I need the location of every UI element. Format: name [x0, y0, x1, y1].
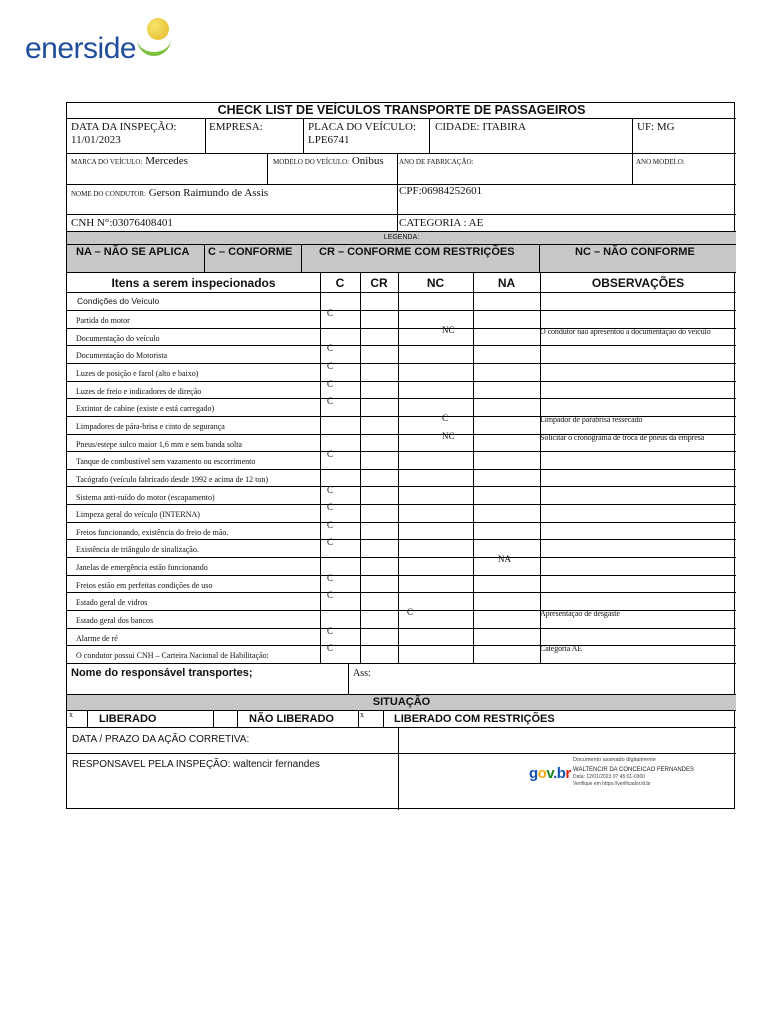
condutor-label: NOME DO CONDUTOR:: [71, 190, 146, 198]
row-item: Janelas de emergência estão funcionando: [76, 563, 208, 573]
placa-value[interactable]: LPE6741: [308, 134, 350, 146]
condutor-field: [71, 188, 268, 199]
table-row: [67, 398, 736, 416]
marca-label: MARCA DO VEÍCULO:: [71, 158, 143, 166]
row-mark-nc[interactable]: NC: [442, 324, 455, 335]
restricoes-mark[interactable]: x: [360, 710, 364, 719]
marca-field: [71, 156, 188, 167]
leaf-icon: [137, 28, 171, 56]
prazo-label: DATA / PRAZO DA AÇÃO CORRETIVA:: [72, 734, 250, 745]
row-mark-c[interactable]: C: [327, 625, 334, 636]
row-mark-c[interactable]: C: [327, 537, 334, 548]
row-mark-c[interactable]: C: [327, 643, 334, 654]
row-observation[interactable]: Solicitar o cronograma de troca de pneus da empresa: [540, 432, 705, 442]
row-item: Limpadores de pára-brisa e cinto de segurança: [76, 421, 225, 431]
row-item: Partida do motor: [76, 316, 130, 325]
row-mark-c[interactable]: C: [327, 308, 334, 318]
cidade-label: CIDADE: ITABIRA: [435, 121, 527, 133]
row-observation[interactable]: O condutor não apresentou a documentação do veículo: [540, 326, 711, 336]
row-mark-c[interactable]: C: [327, 590, 334, 601]
inspecao-label: RESPONSAVEL PELA INSPEÇÃO: waltencir fernandes: [72, 759, 320, 770]
row-mark-cr[interactable]: C: [407, 607, 414, 618]
row-item: Luzes de posição e farol (alto e baixo): [76, 368, 199, 378]
liberado-mark[interactable]: x: [69, 710, 73, 719]
govbr-line3: Data: 12/01/2023 07:45:01-0300: [573, 774, 646, 780]
govbr-logo: gov.br: [529, 765, 571, 782]
table-row: [67, 310, 736, 328]
checklist-form: [66, 102, 735, 809]
legend-c: C – CONFORME: [208, 246, 293, 258]
table-row: [67, 539, 736, 557]
row-mark-c[interactable]: C: [327, 396, 334, 407]
table-row: [67, 469, 736, 487]
row-observation[interactable]: Apresentação de desgaste: [540, 609, 620, 619]
modelo-field: [273, 156, 384, 167]
row-mark-c[interactable]: C: [327, 343, 334, 354]
row-item: Sistema anti-ruído do motor (escapamento): [76, 492, 215, 502]
govbr-signature: [529, 754, 729, 794]
row-item: Pneus/estepe sulco maior 1,6 mm e sem banda solta: [76, 439, 242, 449]
table-row: [67, 484, 736, 505]
table-row: [67, 592, 736, 610]
data-value[interactable]: 11/01/2023: [71, 134, 121, 146]
row-mark-nc[interactable]: NC: [442, 430, 455, 441]
liberado-label: LIBERADO: [99, 713, 157, 725]
row-mark-na[interactable]: NA: [498, 554, 511, 565]
table-row: [67, 378, 736, 399]
legenda-label: LEGENDA:: [383, 234, 420, 241]
nao-liberado-label: NÃO LIBERADO: [249, 713, 334, 725]
cpf-value[interactable]: CPF:06984252601: [399, 185, 483, 197]
cnh-value[interactable]: CNH N°:03076408401: [71, 217, 173, 229]
row-mark-c[interactable]: C: [327, 484, 334, 495]
legend-na: NA – NÃO SE APLICA: [76, 246, 190, 258]
table-row: [67, 451, 736, 469]
condutor-value[interactable]: Gerson Raimundo de Assis: [148, 187, 269, 199]
govbr-line2: WALTENCIR DA CONCEICAO FERNANDES: [573, 767, 695, 773]
table-row: [67, 645, 736, 663]
row-item: Tanque de combustível sem vazamento ou escorrimento: [76, 457, 256, 467]
header-c: C: [335, 276, 345, 290]
govbr-line4: Verifique em https://verificador.iti.br: [573, 781, 651, 787]
empresa-label: EMPRESA:: [209, 121, 263, 133]
situacao-label: SITUAÇÃO: [372, 696, 431, 708]
header-nc: NC: [426, 276, 445, 290]
section-condicoes: Condições do Veículo: [77, 296, 160, 306]
responsavel-label: Nome do responsável transportes;: [71, 667, 253, 679]
modelo-label: MODELO DO VEÍCULO:: [273, 158, 350, 166]
row-mark-c[interactable]: C: [327, 572, 334, 583]
row-observation[interactable]: Categoria AE: [540, 644, 583, 654]
table-row: [67, 572, 736, 593]
row-item: Estado geral de vidros: [76, 598, 148, 608]
row-mark-c[interactable]: C: [327, 502, 334, 513]
row-observation[interactable]: Limpador de parabrisa ressecado: [540, 414, 643, 424]
uf-label: UF: MG: [637, 121, 675, 133]
row-item: Estado geral dos bancos: [76, 616, 154, 626]
header-items: Itens a serem inspecionados: [111, 276, 276, 290]
row-item: Limpeza geral do veículo (INTERNA): [76, 510, 200, 520]
table-row: [67, 412, 736, 434]
marca-value[interactable]: Mercedes: [145, 155, 188, 167]
header-obs: OBSERVAÇÕES: [591, 276, 685, 290]
table-row: [67, 554, 736, 575]
row-item: Extintor de cabine (existe e está carregado): [76, 404, 215, 414]
data-label: DATA DA INSPEÇÃO:: [71, 121, 177, 133]
row-item: Documentação do Motorista: [76, 351, 168, 361]
table-row: [67, 625, 736, 646]
header-na: NA: [497, 276, 516, 290]
placa-label: PLACA DO VEÍCULO:: [308, 121, 416, 133]
table-row: [67, 430, 736, 452]
row-item: Freios estão em perfeitas condições de uso: [76, 580, 213, 590]
legend-cr: CR – CONFORME COM RESTRIÇÕES: [319, 246, 515, 258]
govbr-line1: Documento assinado digitalmente: [573, 757, 656, 763]
modelo-value[interactable]: Onibus: [351, 155, 384, 167]
categoria-value[interactable]: CATEGORIA : AE: [399, 217, 484, 229]
form-title: CHECK LIST DE VEÍCULOS TRANSPORTE DE PASSAGEIROS: [217, 103, 586, 117]
row-item: O condutor possui CNH – Carteira Nacional de Habilitação:: [76, 651, 269, 661]
row-mark-c[interactable]: C: [327, 519, 334, 530]
row-item: Documentação do veículo: [76, 333, 160, 343]
row-mark-nc[interactable]: C: [442, 412, 449, 423]
row-item: Existência de triângulo de sinalização.: [76, 545, 199, 555]
row-item: Alarme de ré: [76, 633, 118, 643]
ano-fab-label: ANO DE FABRICAÇÃO:: [399, 158, 474, 166]
table-row: [67, 504, 736, 522]
table-row: [67, 519, 736, 540]
table-row: [67, 345, 736, 363]
table-row: [67, 360, 736, 381]
table-row: [67, 607, 736, 628]
restricoes-label: LIBERADO COM RESTRIÇÕES: [394, 713, 555, 725]
row-item: Luzes de freio e indicadores de direção: [76, 386, 202, 396]
ass-label[interactable]: Ass:: [353, 668, 371, 679]
row-mark-c[interactable]: C: [327, 378, 334, 389]
ano-modelo-label: ANO MODELO:: [636, 158, 685, 166]
row-item: Freios funcionando, existência do freio de mão.: [76, 527, 229, 537]
header-cr: CR: [370, 276, 388, 290]
row-mark-c[interactable]: C: [327, 449, 334, 460]
row-item: Tacógrafo (veículo fabricado desde 1992 e acima de 12 ton): [76, 474, 269, 484]
legend-nc: NC – NÃO CONFORME: [575, 246, 695, 258]
table-row: [67, 324, 736, 346]
row-mark-c[interactable]: C: [327, 360, 334, 371]
brand-name: enerside: [25, 32, 137, 65]
